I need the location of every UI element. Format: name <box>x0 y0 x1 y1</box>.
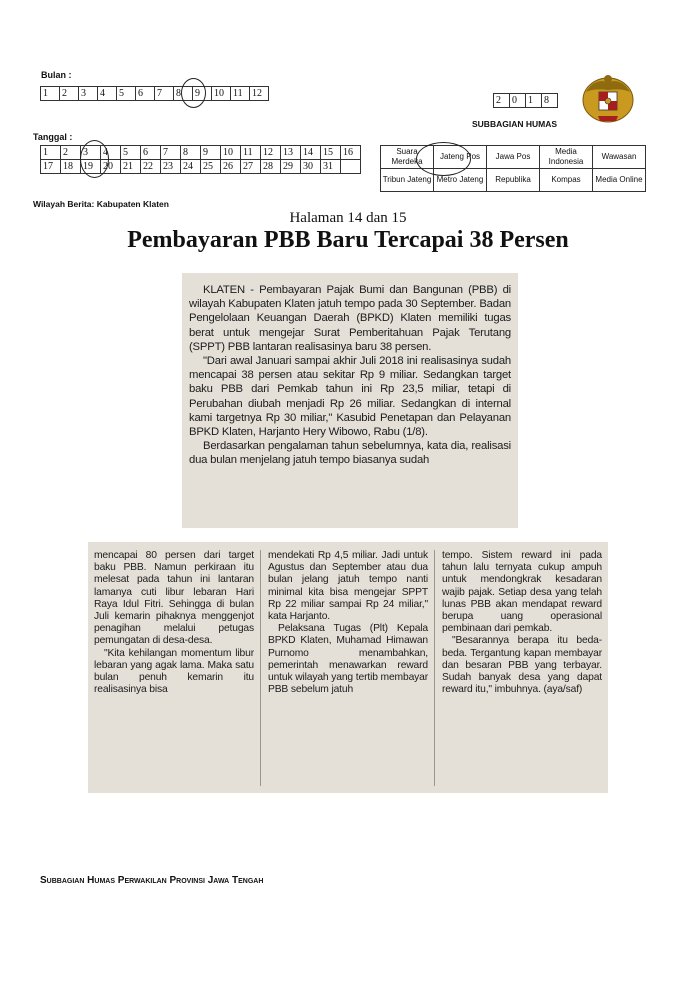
column-divider <box>434 550 435 786</box>
wilayah-berita: Wilayah Berita: Kabupaten Klaten <box>33 199 169 209</box>
page-reference: Halaman 14 dan 15 <box>289 210 407 226</box>
date-cell: 3 <box>81 146 101 160</box>
month-cell: 12 <box>250 87 269 101</box>
date-cell: 11 <box>241 146 261 160</box>
column-divider <box>260 550 261 786</box>
date-cell: 8 <box>181 146 201 160</box>
year-digit-cell: 0 <box>510 94 526 108</box>
selected-month-circle <box>181 78 206 108</box>
month-cell: 10 <box>212 87 231 101</box>
headline: Pembayaran PBB Baru Tercapai 38 Persen <box>127 227 569 253</box>
date-cell: 24 <box>181 160 201 174</box>
media-cell: Media Online <box>593 169 646 192</box>
date-cell: 18 <box>61 160 81 174</box>
garuda-emblem-icon <box>580 70 636 126</box>
date-cell: 7 <box>161 146 181 160</box>
column-3 <box>442 550 602 696</box>
date-cell: 5 <box>121 146 141 160</box>
date-cell: 19 <box>81 160 101 174</box>
column-paragraph: mendekati Rp 4,5 miliar. Jadi untuk Agustus dan September atau dua bulan jelang jatuh tempo nanti minimal kita bisa mengejar SPPT Rp 22 miliar sampai Rp 24 miliar," kata Harjanto. <box>268 550 428 623</box>
date-cell: 9 <box>201 146 221 160</box>
column-1 <box>94 550 254 696</box>
media-cell: Republika <box>487 169 540 192</box>
media-cell: Suara Merdeka <box>381 146 434 169</box>
lead-paragraph: "Dari awal Januari sampai akhir Juli 2018 ini realisasinya sudah mencapai 38 persen atau sekitar Rp 9 miliar. Sedangkan target baku PBB dari Pemkab tahun ini Rp 23,5 miliar, tetapi di Perubahan diubah menjadi Rp 26 miliar. Sedangkan di internal kami targetnya Rp 30 miliar," Kasubid Penetapan dan Pelayanan BPKD Klaten, Harjanto Hery Wibowo, Rabu (1/8). <box>189 355 511 439</box>
columns-clipping <box>88 542 608 793</box>
selected-media-circle <box>416 142 471 176</box>
date-cell: 12 <box>261 146 281 160</box>
date-cell: 26 <box>221 160 241 174</box>
month-cell: 1 <box>41 87 60 101</box>
date-cell: 17 <box>41 160 61 174</box>
year-box <box>493 93 558 108</box>
date-cell: 13 <box>281 146 301 160</box>
column-2 <box>268 550 428 696</box>
media-cell: Media Indonesia <box>540 146 593 169</box>
date-cell: 22 <box>141 160 161 174</box>
month-cell: 11 <box>231 87 250 101</box>
date-cell: 28 <box>261 160 281 174</box>
column-paragraph: "Besarannya berapa itu beda-beda. Tergantung kapan membayar dan besaran PBB yang terbayar. Sudah banyak desa yang dapat reward itu," imbuhnya. (aya/saf) <box>442 635 602 696</box>
month-cell: 7 <box>155 87 174 101</box>
selected-date-circle <box>80 140 109 178</box>
date-cell: 23 <box>161 160 181 174</box>
media-cell: Wawasan <box>593 146 646 169</box>
date-cell: 25 <box>201 160 221 174</box>
date-cell: 15 <box>321 146 341 160</box>
month-selector <box>40 86 269 101</box>
date-cell: 16 <box>341 146 361 160</box>
lead-clipping <box>182 273 518 528</box>
date-cell: 4 <box>101 146 121 160</box>
column-paragraph: Pelaksana Tugas (Plt) Kepala BPKD Klaten, Muhamad Himawan Purnomo menambahkan, pemerintah menawarkan reward untuk wilayah yang tertib membayar PBB sebelum jatuh <box>268 623 428 696</box>
date-cell: 6 <box>141 146 161 160</box>
column-paragraph: "Kita kehilangan momentum libur lebaran yang agak lama. Maka satu bulan penuh kemarin itu realisasinya bisa <box>94 647 254 696</box>
date-cell: 20 <box>101 160 121 174</box>
month-cell: 2 <box>60 87 79 101</box>
date-cell: 10 <box>221 146 241 160</box>
month-cell: 8 <box>174 87 193 101</box>
column-paragraph: tempo. Sistem reward ini pada tahun lalu ternyata cukup ampuh untuk mendongkrak kesadaran wajib pajak. Setiap desa yang telah lunas PBB akan mendapat reward berupa uang operasional pembinaan dari pemkab. <box>442 550 602 635</box>
year-digit-cell: 1 <box>526 94 542 108</box>
month-cell: 5 <box>117 87 136 101</box>
date-cell: 30 <box>301 160 321 174</box>
media-cell: Jateng Pos <box>434 146 487 169</box>
lead-paragraph: KLATEN - Pembayaran Pajak Bumi dan Bangunan (PBB) di wilayah Kabupaten Klaten jatuh tempo pada 30 September. Badan Pengelolaan Keuangan Daerah (BPKD) Klaten memiliki tugas berat untuk mengejar Surat Pemberitahuan Pajak Terutang (SPPT) PBB lantaran realisasinya baru 38 persen. <box>189 284 511 353</box>
date-cell: 21 <box>121 160 141 174</box>
column-paragraph: mencapai 80 persen dari target baku PBB. Namun perkiraan itu melesat pada tahun ini lantaran lamanya cuti libur lebaran Hari Raya Idul Fitri. Sehingga di bulan Juli kemarin pihaknya menggenjot penagihan melalui petugas pemungatan di desa-desa. <box>94 550 254 647</box>
date-cell: 2 <box>61 146 81 160</box>
date-cell: 1 <box>41 146 61 160</box>
lead-body <box>189 283 511 468</box>
media-cell: Tribun Jateng <box>381 169 434 192</box>
date-cell: 31 <box>321 160 341 174</box>
date-cell: 14 <box>301 146 321 160</box>
month-cell: 3 <box>79 87 98 101</box>
lead-paragraph: Berdasarkan pengalaman tahun sebelumnya, kata dia, realisasi dua bulan menjelang jatuh tempo biasanya sudah <box>189 440 511 467</box>
year-digit-cell: 8 <box>542 94 558 108</box>
tanggal-label: Tanggal : <box>33 132 73 142</box>
media-cell: Kompas <box>540 169 593 192</box>
date-cell: 29 <box>281 160 301 174</box>
month-cell: 4 <box>98 87 117 101</box>
month-cell: 6 <box>136 87 155 101</box>
year-digit-cell: 2 <box>494 94 510 108</box>
bulan-label: Bulan : <box>41 70 72 80</box>
footer-text: Subbagian Humas Perwakilan Provinsi Jawa Tengah <box>40 875 264 886</box>
date-cell <box>341 160 361 174</box>
department-label: SUBBAGIAN HUMAS <box>472 119 557 129</box>
date-cell: 27 <box>241 160 261 174</box>
media-cell: Metro Jateng <box>434 169 487 192</box>
month-cell: 9 <box>193 87 212 101</box>
media-cell: Jawa Pos <box>487 146 540 169</box>
